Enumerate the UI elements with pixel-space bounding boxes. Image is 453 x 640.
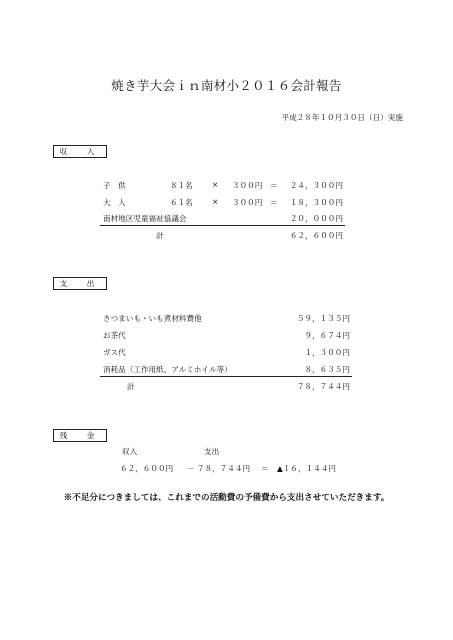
income-label: 南材地区児童福祉協議会 (103, 214, 187, 223)
expense-amount: ９，６７４円 (304, 331, 350, 340)
expense-header: 支 出 (53, 277, 107, 290)
balance-expense-label: 支出 (204, 447, 220, 456)
income-amount: ２４，３００円 (289, 181, 343, 190)
footnote: ※不足分につきましては、これまでの活動費の予備費から支出させていただきます。 (63, 493, 390, 503)
equals-sign: ＝ (270, 198, 278, 207)
income-unit-price: ３００円 (232, 198, 263, 207)
expense-amount: ５９，１３５円 (296, 314, 350, 323)
multiply-sign: × (212, 197, 219, 206)
income-label: 子 供 (103, 181, 126, 190)
income-amount: ２０，０００円 (289, 214, 343, 223)
minus-sign: － (187, 464, 195, 473)
expense-total-rule (100, 376, 352, 377)
expense-amount: １，３００円 (304, 348, 350, 357)
income-unit-price: ３００円 (232, 181, 263, 190)
event-date: 平成２８年１０月３０日（日）実施 (281, 113, 403, 122)
balance-income-value: ６２，６００円 (120, 464, 174, 473)
expense-label: 消耗品（工作用紙、アルミホイル等） (103, 365, 232, 374)
expense-total: ７８，７４４円 (296, 382, 350, 391)
balance-result: ▲１６，１４４円 (277, 464, 336, 473)
balance-income-label: 収入 (122, 447, 138, 456)
income-amount: １８，３００円 (289, 198, 343, 207)
multiply-sign: × (212, 180, 219, 189)
expense-label: さつまいも・いも煮材料費他 (103, 314, 202, 323)
expense-total-label: 計 (127, 382, 135, 391)
income-total-rule (100, 225, 345, 226)
balance-header: 残 金 (53, 429, 107, 442)
expense-label: お茶代 (103, 331, 126, 340)
equals-sign: ＝ (261, 464, 269, 473)
income-header: 収 入 (53, 145, 107, 158)
expense-amount: ８，６３５円 (304, 365, 350, 374)
expense-label: ガス代 (103, 348, 126, 357)
report-title: 焼き芋大会ｉｎ南材小２０１６会計報告 (111, 78, 342, 93)
income-total-label: 計 (156, 231, 164, 240)
income-count: ８１名 (170, 181, 193, 190)
income-label: 大 人 (103, 198, 126, 207)
income-count: ６１名 (170, 198, 193, 207)
equals-sign: ＝ (270, 181, 278, 190)
balance-expense-value: ７８，７４４円 (197, 464, 251, 473)
income-total: ６２，６００円 (289, 231, 343, 240)
